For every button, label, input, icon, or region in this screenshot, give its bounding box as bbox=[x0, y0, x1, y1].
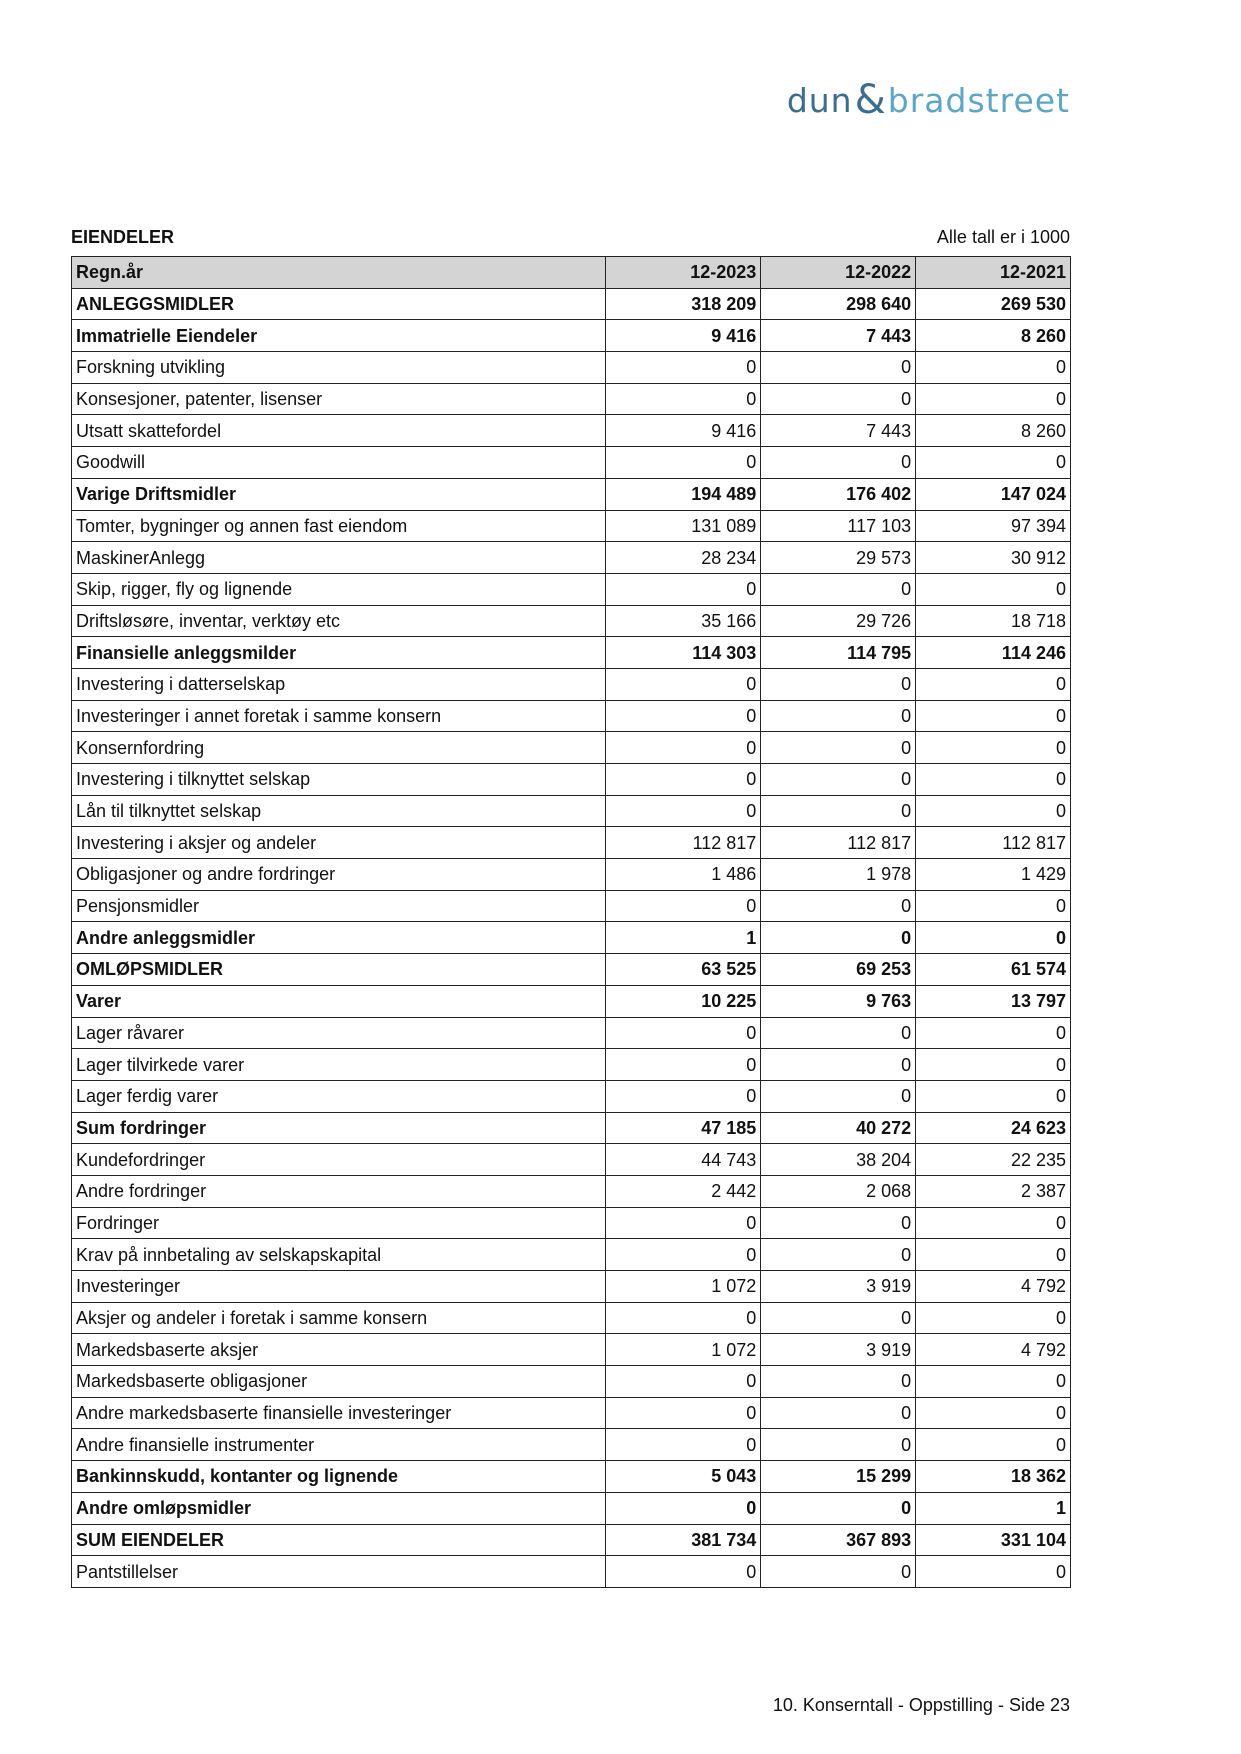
row-value: 0 bbox=[916, 1302, 1071, 1334]
table-row bbox=[72, 573, 1071, 605]
row-value: 1 072 bbox=[606, 1271, 761, 1303]
row-value: 1 bbox=[916, 1492, 1071, 1524]
row-value: 40 272 bbox=[761, 1112, 916, 1144]
row-label: Markedsbaserte aksjer bbox=[72, 1334, 606, 1366]
row-value: 0 bbox=[606, 700, 761, 732]
row-value: 2 387 bbox=[916, 1175, 1071, 1207]
row-value: 0 bbox=[761, 1080, 916, 1112]
row-value: 0 bbox=[606, 1302, 761, 1334]
row-label: Markedsbaserte obligasjoner bbox=[72, 1366, 606, 1398]
table-row bbox=[72, 732, 1071, 764]
row-label: Fordringer bbox=[72, 1207, 606, 1239]
table-row bbox=[72, 668, 1071, 700]
row-label: Konsernfordring bbox=[72, 732, 606, 764]
table-row bbox=[72, 1112, 1071, 1144]
table-row bbox=[72, 542, 1071, 574]
row-value: 0 bbox=[916, 890, 1071, 922]
table-row bbox=[72, 1239, 1071, 1271]
row-value: 0 bbox=[761, 1302, 916, 1334]
row-value: 0 bbox=[761, 1429, 916, 1461]
row-value: 0 bbox=[606, 732, 761, 764]
table-header-row bbox=[72, 257, 1071, 289]
row-value: 63 525 bbox=[606, 954, 761, 986]
row-value: 3 919 bbox=[761, 1334, 916, 1366]
row-value: 0 bbox=[916, 668, 1071, 700]
row-value: 29 573 bbox=[761, 542, 916, 574]
row-label: Immatrielle Eiendeler bbox=[72, 320, 606, 352]
row-value: 9 416 bbox=[606, 415, 761, 447]
row-label: Andre anleggsmidler bbox=[72, 922, 606, 954]
table-row bbox=[72, 1017, 1071, 1049]
row-label: Lager råvarer bbox=[72, 1017, 606, 1049]
row-value: 61 574 bbox=[916, 954, 1071, 986]
row-value: 0 bbox=[761, 668, 916, 700]
table-row bbox=[72, 288, 1071, 320]
row-label: Finansielle anleggsmilder bbox=[72, 637, 606, 669]
row-label: Forskning utvikling bbox=[72, 352, 606, 384]
table-row bbox=[72, 1175, 1071, 1207]
row-value: 18 718 bbox=[916, 605, 1071, 637]
table-row bbox=[72, 383, 1071, 415]
row-value: 0 bbox=[916, 383, 1071, 415]
row-value: 0 bbox=[606, 1049, 761, 1081]
row-label: ANLEGGSMIDLER bbox=[72, 288, 606, 320]
row-value: 0 bbox=[606, 795, 761, 827]
table-row bbox=[72, 1366, 1071, 1398]
row-value: 0 bbox=[606, 573, 761, 605]
row-value: 69 253 bbox=[761, 954, 916, 986]
table-row bbox=[72, 1334, 1071, 1366]
row-value: 0 bbox=[606, 890, 761, 922]
row-value: 381 734 bbox=[606, 1524, 761, 1556]
row-value: 0 bbox=[606, 1429, 761, 1461]
row-value: 0 bbox=[761, 795, 916, 827]
row-value: 7 443 bbox=[761, 415, 916, 447]
row-value: 0 bbox=[916, 1366, 1071, 1398]
table-row bbox=[72, 1271, 1071, 1303]
row-label: Obligasjoner og andre fordringer bbox=[72, 859, 606, 891]
row-value: 0 bbox=[761, 764, 916, 796]
row-value: 0 bbox=[916, 1397, 1071, 1429]
row-label: Konsesjoner, patenter, lisenser bbox=[72, 383, 606, 415]
row-value: 0 bbox=[761, 732, 916, 764]
row-value: 0 bbox=[606, 1397, 761, 1429]
row-value: 44 743 bbox=[606, 1144, 761, 1176]
row-value: 0 bbox=[916, 764, 1071, 796]
row-value: 331 104 bbox=[916, 1524, 1071, 1556]
table-row bbox=[72, 1302, 1071, 1334]
row-label: Pensjonsmidler bbox=[72, 890, 606, 922]
table-row bbox=[72, 1049, 1071, 1081]
row-value: 194 489 bbox=[606, 478, 761, 510]
row-value: 18 362 bbox=[916, 1461, 1071, 1493]
table-row bbox=[72, 700, 1071, 732]
row-label: Andre markedsbaserte finansielle investeringer bbox=[72, 1397, 606, 1429]
row-value: 0 bbox=[916, 1429, 1071, 1461]
row-value: 0 bbox=[606, 1556, 761, 1588]
section-heading bbox=[71, 224, 1070, 250]
row-value: 3 919 bbox=[761, 1271, 916, 1303]
row-label: Investering i aksjer og andeler bbox=[72, 827, 606, 859]
row-value: 0 bbox=[761, 1017, 916, 1049]
row-label: Investeringer bbox=[72, 1271, 606, 1303]
table-row bbox=[72, 320, 1071, 352]
row-label: Varige Driftsmidler bbox=[72, 478, 606, 510]
row-value: 0 bbox=[761, 700, 916, 732]
row-value: 0 bbox=[916, 1207, 1071, 1239]
row-value: 0 bbox=[761, 1207, 916, 1239]
row-value: 0 bbox=[761, 1049, 916, 1081]
table-row bbox=[72, 795, 1071, 827]
table-row bbox=[72, 764, 1071, 796]
company-logo bbox=[787, 78, 1070, 122]
row-value: 269 530 bbox=[916, 288, 1071, 320]
row-label: Varer bbox=[72, 985, 606, 1017]
row-value: 10 225 bbox=[606, 985, 761, 1017]
table-row bbox=[72, 1144, 1071, 1176]
row-value: 131 089 bbox=[606, 510, 761, 542]
row-value: 0 bbox=[761, 573, 916, 605]
row-value: 114 795 bbox=[761, 637, 916, 669]
row-value: 0 bbox=[761, 352, 916, 384]
row-value: 47 185 bbox=[606, 1112, 761, 1144]
row-label: Kundefordringer bbox=[72, 1144, 606, 1176]
row-value: 8 260 bbox=[916, 320, 1071, 352]
row-value: 0 bbox=[606, 1017, 761, 1049]
row-value: 0 bbox=[761, 1492, 916, 1524]
row-value: 0 bbox=[916, 1556, 1071, 1588]
logo-ampersand: & bbox=[854, 77, 886, 123]
row-value: 1 bbox=[606, 922, 761, 954]
table-row bbox=[72, 1492, 1071, 1524]
row-value: 147 024 bbox=[916, 478, 1071, 510]
row-value: 0 bbox=[761, 1366, 916, 1398]
row-value: 0 bbox=[606, 447, 761, 479]
row-label: Lån til tilknyttet selskap bbox=[72, 795, 606, 827]
row-value: 298 640 bbox=[761, 288, 916, 320]
table-row bbox=[72, 985, 1071, 1017]
row-value: 1 429 bbox=[916, 859, 1071, 891]
row-value: 117 103 bbox=[761, 510, 916, 542]
row-value: 1 072 bbox=[606, 1334, 761, 1366]
row-value: 0 bbox=[916, 922, 1071, 954]
row-label: Goodwill bbox=[72, 447, 606, 479]
header-year: 12-2022 bbox=[761, 257, 916, 289]
header-label: Regn.år bbox=[72, 257, 606, 289]
row-label: Sum fordringer bbox=[72, 1112, 606, 1144]
row-value: 4 792 bbox=[916, 1334, 1071, 1366]
row-value: 4 792 bbox=[916, 1271, 1071, 1303]
row-value: 5 043 bbox=[606, 1461, 761, 1493]
section-title: EIENDELER bbox=[71, 226, 175, 247]
row-value: 0 bbox=[606, 1080, 761, 1112]
row-value: 2 442 bbox=[606, 1175, 761, 1207]
unit-note: Alle tall er i 1000 bbox=[936, 226, 1070, 247]
row-value: 28 234 bbox=[606, 542, 761, 574]
row-value: 112 817 bbox=[761, 827, 916, 859]
row-value: 8 260 bbox=[916, 415, 1071, 447]
page-footer: 10. Konserntall - Oppstilling - Side 23 bbox=[772, 1695, 1070, 1715]
header-year: 12-2023 bbox=[606, 257, 761, 289]
row-label: Skip, rigger, fly og lignende bbox=[72, 573, 606, 605]
row-value: 35 166 bbox=[606, 605, 761, 637]
row-value: 112 817 bbox=[606, 827, 761, 859]
table-row bbox=[72, 890, 1071, 922]
row-value: 0 bbox=[916, 795, 1071, 827]
table-row bbox=[72, 1556, 1071, 1588]
row-value: 0 bbox=[916, 1080, 1071, 1112]
row-value: 2 068 bbox=[761, 1175, 916, 1207]
row-value: 0 bbox=[606, 383, 761, 415]
logo-word-dun: dun bbox=[786, 80, 853, 120]
row-value: 0 bbox=[761, 383, 916, 415]
row-value: 176 402 bbox=[761, 478, 916, 510]
logo-word-bradstreet: bradstreet bbox=[887, 80, 1070, 120]
table-row bbox=[72, 1524, 1071, 1556]
row-value: 0 bbox=[606, 668, 761, 700]
row-value: 114 303 bbox=[606, 637, 761, 669]
row-value: 1 978 bbox=[761, 859, 916, 891]
row-label: Andre omløpsmidler bbox=[72, 1492, 606, 1524]
row-label: Pantstillelser bbox=[72, 1556, 606, 1588]
row-label: SUM EIENDELER bbox=[72, 1524, 606, 1556]
row-value: 0 bbox=[761, 890, 916, 922]
row-label: Driftsløsøre, inventar, verktøy etc bbox=[72, 605, 606, 637]
row-value: 0 bbox=[916, 732, 1071, 764]
table-row bbox=[72, 510, 1071, 542]
assets-table bbox=[71, 256, 1071, 1588]
row-value: 0 bbox=[761, 1397, 916, 1429]
table-row bbox=[72, 1429, 1071, 1461]
row-label: Investering i datterselskap bbox=[72, 668, 606, 700]
row-label: Aksjer og andeler i foretak i samme konsern bbox=[72, 1302, 606, 1334]
row-label: Lager ferdig varer bbox=[72, 1080, 606, 1112]
table-row bbox=[72, 954, 1071, 986]
row-label: Lager tilvirkede varer bbox=[72, 1049, 606, 1081]
row-value: 0 bbox=[916, 447, 1071, 479]
row-value: 0 bbox=[606, 352, 761, 384]
table-row bbox=[72, 605, 1071, 637]
row-value: 112 817 bbox=[916, 827, 1071, 859]
row-value: 114 246 bbox=[916, 637, 1071, 669]
table-row bbox=[72, 478, 1071, 510]
row-value: 7 443 bbox=[761, 320, 916, 352]
row-label: Investeringer i annet foretak i samme konsern bbox=[72, 700, 606, 732]
row-label: MaskinerAnlegg bbox=[72, 542, 606, 574]
row-label: Krav på innbetaling av selskapskapital bbox=[72, 1239, 606, 1271]
row-label: Andre finansielle instrumenter bbox=[72, 1429, 606, 1461]
row-value: 0 bbox=[761, 1239, 916, 1271]
row-value: 29 726 bbox=[761, 605, 916, 637]
row-label: Andre fordringer bbox=[72, 1175, 606, 1207]
row-value: 38 204 bbox=[761, 1144, 916, 1176]
table-row bbox=[72, 352, 1071, 384]
row-value: 0 bbox=[761, 1556, 916, 1588]
table-body bbox=[72, 288, 1071, 1587]
row-value: 24 623 bbox=[916, 1112, 1071, 1144]
row-value: 97 394 bbox=[916, 510, 1071, 542]
row-value: 15 299 bbox=[761, 1461, 916, 1493]
row-value: 0 bbox=[606, 1207, 761, 1239]
row-value: 0 bbox=[916, 1049, 1071, 1081]
row-value: 0 bbox=[761, 447, 916, 479]
row-value: 30 912 bbox=[916, 542, 1071, 574]
header-year: 12-2021 bbox=[916, 257, 1071, 289]
table-row bbox=[72, 859, 1071, 891]
row-value: 318 209 bbox=[606, 288, 761, 320]
table-row bbox=[72, 1207, 1071, 1239]
row-value: 9 763 bbox=[761, 985, 916, 1017]
row-value: 0 bbox=[916, 1239, 1071, 1271]
row-value: 367 893 bbox=[761, 1524, 916, 1556]
row-value: 0 bbox=[916, 1017, 1071, 1049]
row-label: Bankinnskudd, kontanter og lignende bbox=[72, 1461, 606, 1493]
row-value: 0 bbox=[606, 1492, 761, 1524]
row-value: 0 bbox=[606, 764, 761, 796]
row-label: Utsatt skattefordel bbox=[72, 415, 606, 447]
row-value: 0 bbox=[916, 573, 1071, 605]
row-value: 13 797 bbox=[916, 985, 1071, 1017]
row-value: 0 bbox=[916, 352, 1071, 384]
row-value: 0 bbox=[606, 1366, 761, 1398]
table-row bbox=[72, 827, 1071, 859]
table-row bbox=[72, 1461, 1071, 1493]
row-label: Tomter, bygninger og annen fast eiendom bbox=[72, 510, 606, 542]
row-label: Investering i tilknyttet selskap bbox=[72, 764, 606, 796]
table-row bbox=[72, 637, 1071, 669]
row-value: 0 bbox=[916, 700, 1071, 732]
table-row bbox=[72, 1080, 1071, 1112]
table-row bbox=[72, 447, 1071, 479]
row-value: 0 bbox=[606, 1239, 761, 1271]
row-value: 0 bbox=[761, 922, 916, 954]
table-row bbox=[72, 415, 1071, 447]
row-label: OMLØPSMIDLER bbox=[72, 954, 606, 986]
row-value: 9 416 bbox=[606, 320, 761, 352]
table-row bbox=[72, 1397, 1071, 1429]
row-value: 1 486 bbox=[606, 859, 761, 891]
table-row bbox=[72, 922, 1071, 954]
row-value: 22 235 bbox=[916, 1144, 1071, 1176]
